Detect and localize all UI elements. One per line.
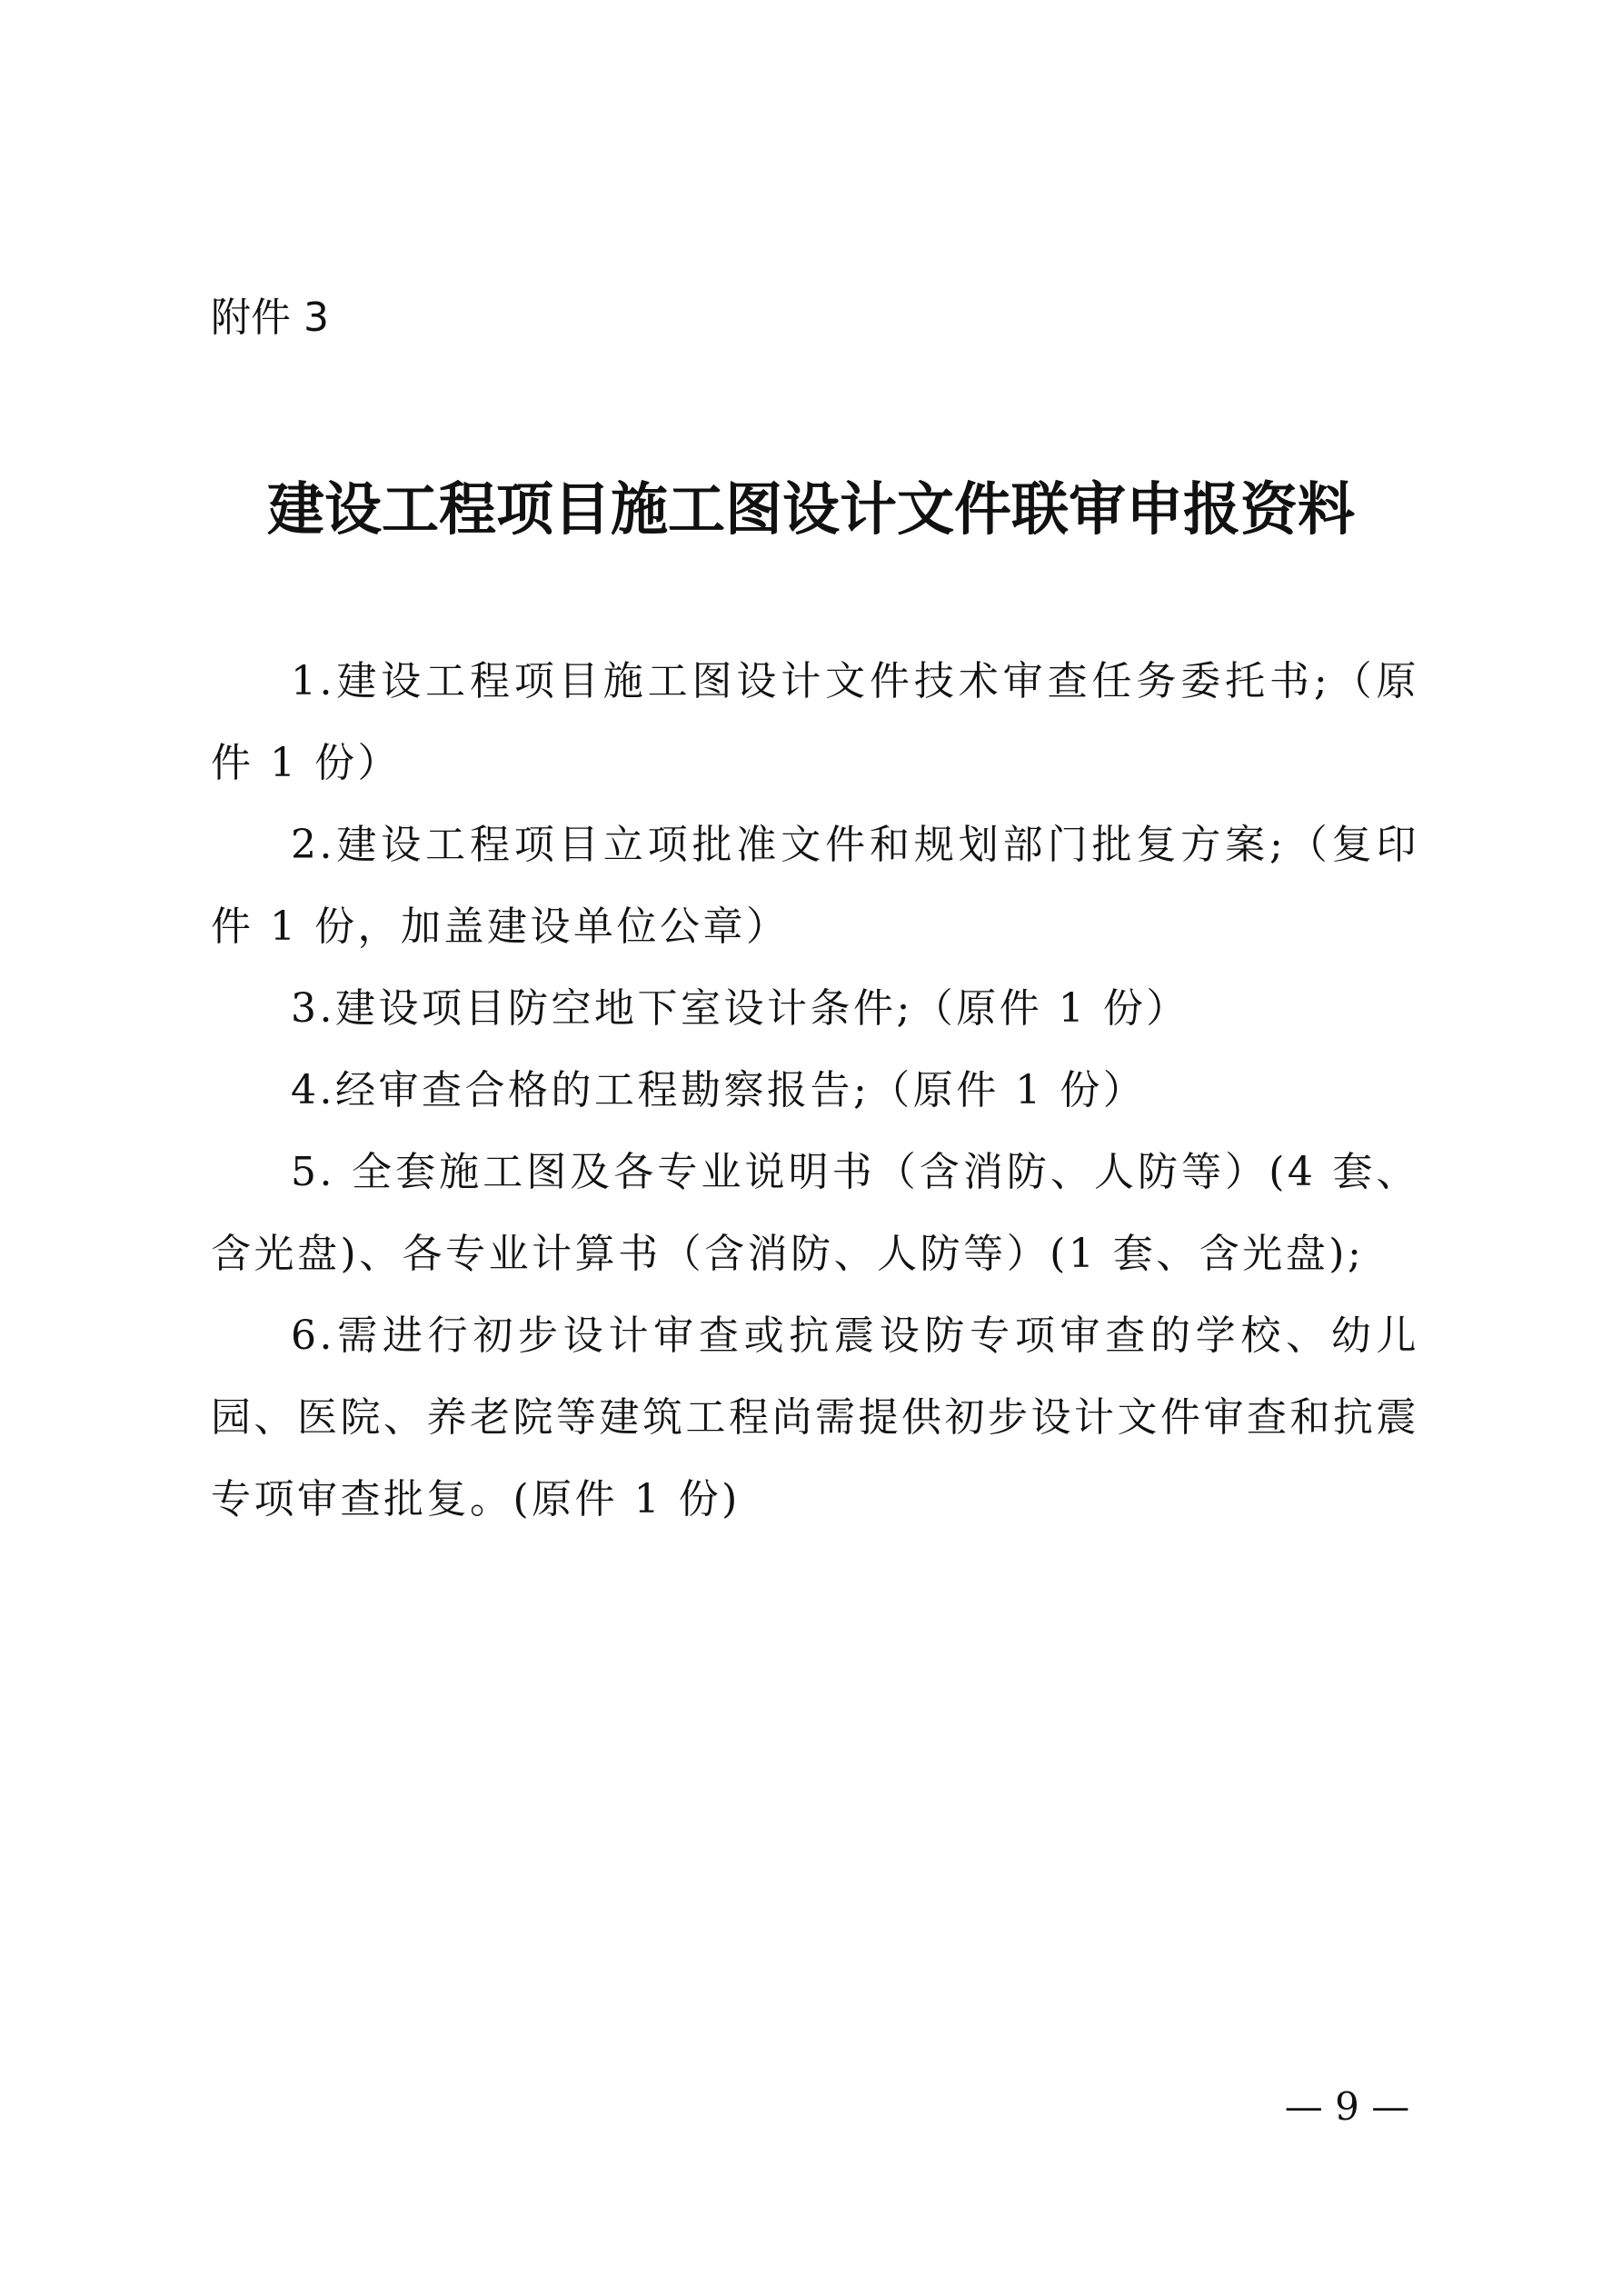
page-number: — 9 — [1284, 2084, 1410, 2129]
list-item: 2.建设工程项目立项批准文件和规划部门批复方案;（复印件 1 份，加盖建设单位公章） [211, 822, 1419, 950]
list-item: 3.建设项目防空地下室设计条件;（原件 1 份） [291, 985, 1189, 1032]
document-title: 建设工程项目施工图设计文件联审申报资料 [267, 476, 1355, 543]
list-item: 1.建设工程项目施工图设计文件技术审查任务委托书;（原件 1 份） [211, 658, 1419, 786]
attachment-label: 附件 3 [211, 294, 329, 341]
list-item: 4.经审查合格的工程勘察报告;（原件 1 份） [291, 1067, 1147, 1113]
document-body [211, 641, 1419, 1541]
list-item: 5. 全套施工图及各专业说明书（含消防、人防等）(4 套、含光盘)、各专业计算书（含消防、人防等）(1 套、含光盘); [211, 1149, 1419, 1277]
list-item: 6.需进行初步设计审查或抗震设防专项审查的学校、幼儿园、医院、养老院等建筑工程尚需提供初步设计文件审查和抗震专项审查批复。(原件 1 份) [211, 1313, 1419, 1522]
